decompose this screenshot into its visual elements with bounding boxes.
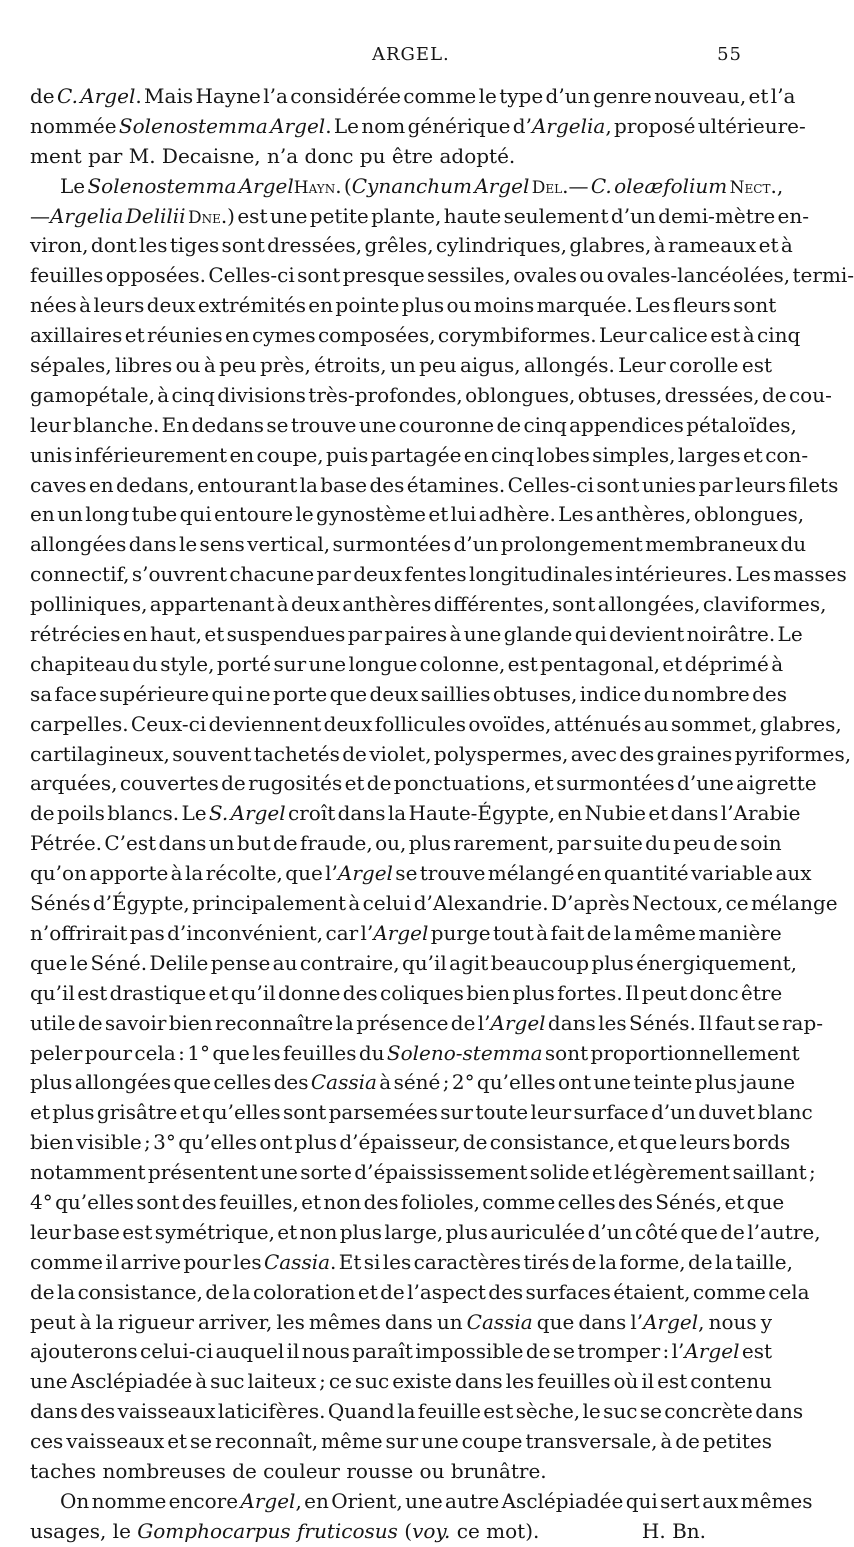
text-line [30,112,806,142]
text-run: carpelles. Ceux-ci deviennent deux follicules ovoïdes, atténués au sommet, glabres, [30,711,842,736]
italic-term: voy. [412,1518,451,1543]
text-run: que dans l’ [532,1309,644,1334]
text-line [30,889,838,919]
text-run: utile de savoir bien reconnaître la présence de l’ [30,1010,491,1035]
text-run: . Le nom générique d’ [325,113,532,138]
text-line [30,1188,785,1218]
text-line [30,351,772,381]
text-line [30,949,798,979]
text-run: viron, dont les tiges sont dressées, grêles, cylindriques, glabres, à rameaux et à [30,233,793,258]
text-run: sont proportionnellement [542,1040,800,1065]
text-run: , en Orient, une autre Asclépiadée qui sert aux mêmes [295,1488,813,1513]
text-line [30,829,782,859]
text-run: leur base est symétrique, et non plus large, plus auriculée d’un côté que de l’autre, [30,1219,821,1244]
text-run: à séné ; 2° qu’elles ont une teinte plus jaune [376,1070,796,1095]
text-line [30,1009,824,1039]
text-run: sépales, libres ou à peu près, étroits, un peu aigus, allongés. Leur corolle est [30,353,772,378]
text-run: 4° qu’elles sont des feuilles, et non des folioles, comme celles des Sénés, et que [30,1189,785,1214]
text-line [30,1308,772,1338]
text-line [30,441,809,471]
text-line [30,1397,804,1427]
text-line [30,1218,821,1248]
text-run: dans les Sénés. Il faut se rap- [545,1010,824,1035]
text-run: ajouterons celui-ci auquel il nous paraît impossible de se tromper : l’ [30,1339,685,1364]
text-line [30,919,782,949]
text-run: comme il arrive pour les [30,1249,264,1274]
text-line [30,1158,816,1188]
italic-term: Argel [337,861,393,886]
text-line [30,1098,813,1128]
text-run: purge tout à fait de la même manière [428,920,782,945]
text-line [30,172,784,202]
italic-term: Argel [684,1339,740,1364]
italic-term: Argel [490,1010,546,1035]
text-run: On nomme encore [60,1488,241,1513]
text-run: est [739,1339,772,1364]
text-line [30,1367,772,1397]
italic-term: Cassia [310,1070,377,1095]
text-line [30,231,793,261]
text-run: Pétrée. C’est dans un but de fraude, ou, plus rarement, par suite du peu de soin [30,831,782,856]
text-run: peler pour cela : 1° que les feuilles du [30,1040,387,1065]
text-run: nommée [30,113,119,138]
text-line [30,1337,772,1367]
text-line [30,500,805,530]
italic-term: Argelia [531,113,606,138]
text-line [30,1278,810,1308]
italic-term: Cassia [466,1309,533,1334]
text-line [30,799,801,829]
italic-term: Argelia Delilii [50,203,186,228]
text-line [30,620,803,650]
text-run: .) est une petite plante, haute seulement d’un demi-mètre en- [220,203,809,228]
text-run: unis inférieurement en coupe, puis partagée en cinq lobes simples, larges et con- [30,442,809,467]
text-line [30,769,817,799]
italic-term: Argel [643,1309,699,1334]
text-line [30,1427,772,1457]
text-run: — [30,203,50,228]
running-title: ARGEL. [372,44,450,65]
italic-term: Solenostemma Argel [87,173,294,198]
author-abbrev: Dne [187,207,221,228]
text-run: ce mot). [450,1518,540,1543]
text-run: qu’on apporte à la récolte, que l’ [30,861,338,886]
text-run: peut à la rigueur arriver, les mêmes dans un [30,1309,467,1334]
text-run: rétrécies en haut, et suspendues par paires à une glande qui devient noirâtre. Le [30,622,803,647]
text-line [30,560,847,590]
text-run: croît dans la Haute-Égypte, en Nubie et dans l’Arabie [285,801,801,826]
text-run: polliniques, appartenant à deux anthères différentes, sont allongées, claviformes, [30,592,827,617]
page-number: 55 [717,44,742,65]
text-run: leur blanche. En dedans se trouve une couronne de cinq appendices pétaloïdes, [30,412,797,437]
text-run: . ( [335,173,352,198]
text-run: Sénés d’Égypte, principalement à celui d’Alexandrie. D’après Nectoux, ce mélange [30,891,838,916]
text-line [30,1487,813,1517]
text-run: ., [770,173,784,198]
text-run: n’offrirait pas d’inconvénient, car l’ [30,920,374,945]
text-run: feuilles opposées. Celles-ci sont presque sessiles, ovales ou ovales-lancéolées, termi- [30,263,854,288]
text-line [30,1068,796,1098]
text-line [30,291,777,321]
text-run: . Et si les caractères tirés de la forme, de la taille, [330,1249,793,1274]
text-line [30,1457,772,1487]
text-run: , proposé ultérieure- [605,113,806,138]
text-run: chapiteau du style, porté sur une longue colonne, est pentagonal, et déprimé à [30,651,784,676]
italic-term: Argel [240,1488,296,1513]
italic-term: Soleno-stemma [386,1040,543,1065]
text-run: taches nombreuses de couleur rousse ou brunâtre. [30,1458,547,1483]
author-abbrev: Nect [729,177,771,198]
text-line [30,1128,791,1158]
text-run: de poils blancs. Le [30,801,209,826]
text-run: et plus grisâtre et qu’elles sont parsemées sur toute leur surface d’un duvet blanc [30,1100,813,1125]
text-run: Le [60,173,88,198]
text-line [30,471,839,501]
text-run: sa face supérieure qui ne porte que deux saillies obtuses, indice du nombre des [30,681,787,706]
text-line [30,261,854,291]
text-line [30,321,801,351]
text-line [30,82,796,112]
text-run: de [30,84,57,108]
text-line [30,142,772,172]
text-run: usages, le [30,1518,138,1543]
italic-term: Solenostemma Argel [118,113,326,138]
text-line [30,202,809,232]
text-run: dans des vaisseaux laticifères. Quand la feuille est sèche, le suc se concrète dans [30,1399,804,1424]
article-body [30,82,854,1547]
text-run: .— [562,173,591,198]
text-line [30,859,812,889]
text-run: ment par M. Decaisne, n’a donc pu être adopté. [30,143,516,168]
text-run: allongées dans le sens vertical, surmontées d’un prolongement membraneux du [30,532,807,557]
text-run: une Asclépiadée à suc laiteux ; ce suc existe dans les feuilles où il est contenu [30,1369,772,1394]
author-abbrev: Hayn [293,177,336,198]
text-line [30,650,784,680]
text-run: cartilagineux, souvent tachetés de violet, polyspermes, avec des graines pyriformes, [30,741,852,766]
text-run: arquées, couvertes de rugosités et de ponctuations, et surmontées d’une aigrette [30,771,817,796]
text-run: caves en dedans, entourant la base des étamines. Celles-ci sont unies par leurs filets [30,472,839,497]
text-line [30,710,842,740]
text-line [30,740,852,770]
text-line [30,411,797,441]
text-run: qu’il est drastique et qu’il donne des coliques bien plus fortes. Il peut donc être [30,980,783,1005]
text-line [30,979,783,1009]
italic-term: Cynanchum Argel [351,173,530,198]
text-run: que le Séné. Delile pense au contraire, qu’il agit beaucoup plus énergiquement, [30,950,798,975]
text-run: connectif, s’ouvrent chacune par deux fentes longitudinales intérieures. Les masses [30,562,847,587]
italic-term: Argel [373,920,429,945]
text-line [30,381,832,411]
text-run: ces vaisseaux et se reconnaît, même sur une coupe transversale, à de petites [30,1429,772,1454]
text-run: se trouve mélangé en quantité variable aux [392,861,812,886]
text-run: . Mais Hayne l’a considérée comme le type d’un genre nouveau, et l’a [135,84,796,108]
text-line [30,1248,793,1278]
text-line [30,680,787,710]
text-line [30,1517,772,1547]
italic-term: C. oleæfolium [590,173,728,198]
text-run: notamment présentent une sorte d’épaississement solide et légèrement saillant ; [30,1160,816,1185]
italic-term: S. Argel [208,801,286,826]
text-run: bien visible ; 3° qu’elles ont plus d’épaisseur, de consistance, et que leurs bords [30,1130,791,1155]
italic-term: Gomphocarpus fruticosus [137,1518,398,1543]
text-run: nées à leurs deux extrémités en pointe plus ou moins marquée. Les fleurs sont [30,293,777,318]
text-run: en un long tube qui entoure le gynostème et lui adhère. Les anthères, oblongues, [30,502,805,527]
author-abbrev: Del [531,177,563,198]
text-run: axillaires et réunies en cymes composées, corymbiformes. Leur calice est à cinq [30,323,801,348]
text-run: ( [397,1518,413,1543]
running-header [0,44,800,74]
text-run: plus allongées que celles des [30,1070,311,1095]
text-run: , nous y [698,1309,773,1334]
text-line [30,530,807,560]
text-run: de la consistance, de la coloration et de l’aspect des surfaces étaient, comme cela [30,1279,810,1304]
author-signature: H. Bn. [641,1518,706,1543]
text-run: gamopétale, à cinq divisions très-profondes, oblongues, obtuses, dressées, de cou- [30,382,832,407]
text-line [30,590,827,620]
text-line [30,1039,800,1069]
italic-term: Cassia [263,1249,331,1274]
italic-term: C. Argel [57,84,136,108]
